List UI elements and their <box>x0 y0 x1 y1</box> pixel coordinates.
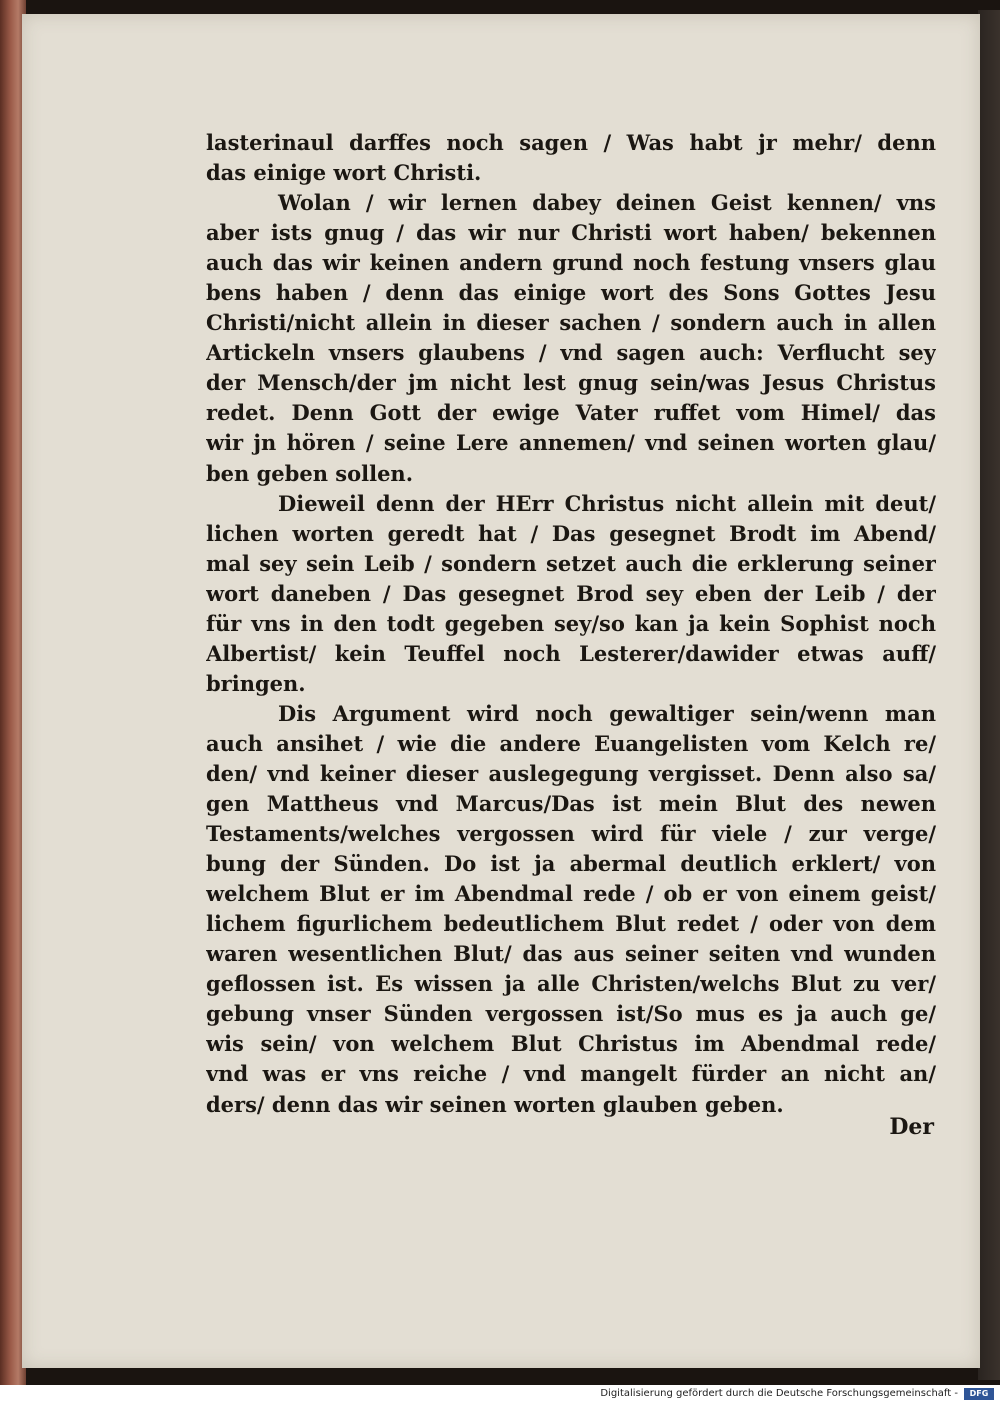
footer-bar <box>0 1385 1000 1403</box>
text-line: gen Mattheus vnd Marcus/Das ist mein Blut des newen <box>206 791 936 817</box>
text-line: den/ vnd keiner dieser auslegegung vergisset. Denn also sa/ <box>206 760 936 786</box>
text-line: Testaments/welches vergossen wird für viele / zur verge/ <box>206 821 936 847</box>
text-line: lichem figurlichem bedeutlichem Blut redet / oder von dem <box>206 911 936 937</box>
text-line: bung der Sünden. Do ist ja abermal deutlich erklert/ von <box>206 851 936 877</box>
text-line: ben geben sollen. <box>206 460 414 486</box>
footer-credit: Digitalisierung gefördert durch die Deutsche Forschungsgemeinschaft - <box>600 1388 958 1399</box>
text-line: auch das wir keinen andern grund noch festung vnsers glau <box>206 250 936 276</box>
text-line: redet. Denn Gott der ewige Vater ruffet vom Himel/ das <box>206 400 936 426</box>
text-line: lichen worten geredt hat / Das gesegnet Brodt im Abend/ <box>206 520 936 546</box>
text-line: bringen. <box>206 670 306 696</box>
text-line: Wolan / wir lernen dabey deinen Geist kennen/ vns <box>278 190 936 216</box>
text-line: welchem Blut er im Abendmal rede / ob er von einem geist/ <box>206 881 936 907</box>
text-line: Artickeln vnsers glaubens / vnd sagen auch: Verflucht sey <box>206 340 936 366</box>
text-line: wir jn hören / seine Lere annemen/ vnd seinen worten glau/ <box>206 430 936 456</box>
text-line: ders/ denn das wir seinen worten glauben geben. <box>206 1091 784 1117</box>
text-line: geflossen ist. Es wissen ja alle Christen/welchs Blut zu ver/ <box>206 971 936 997</box>
text-line: für vns in den todt gegeben sey/so kan ja kein Sophist noch <box>206 610 936 636</box>
text-line: gebung vnser Sünden vergossen ist/So mus es ja auch ge/ <box>206 1001 936 1027</box>
text-line: auch ansihet / wie die andere Euangelisten vom Kelch re/ <box>206 730 936 756</box>
text-line: das einige wort Christi. <box>206 160 482 186</box>
catchword: Der <box>889 1114 934 1140</box>
text-line: Dieweil denn der HErr Christus nicht allein mit deut/ <box>278 490 936 516</box>
dfg-logo: DFG <box>964 1388 994 1400</box>
text-line: wis sein/ von welchem Blut Christus im Abendmal rede/ <box>206 1031 936 1057</box>
text-line: vnd was er vns reiche / vnd mangelt fürder an nicht an/ <box>206 1061 936 1087</box>
page-edge-shadow <box>978 10 1000 1380</box>
text-line: Dis Argument wird noch gewaltiger sein/wenn man <box>278 700 936 726</box>
text-line: Christi/nicht allein in dieser sachen / sondern auch in allen <box>206 310 936 336</box>
text-line: mal sey sein Leib / sondern setzet auch die erklerung seiner <box>206 550 936 576</box>
text-line: waren wesentlichen Blut/ das aus seiner seiten vnd wunden <box>206 941 936 967</box>
text-block <box>206 128 936 1120</box>
text-line: wort daneben / Das gesegnet Brod sey eben der Leib / der <box>206 580 936 606</box>
text-line: lasterinaul darffes noch sagen / Was habt jr mehr/ denn <box>206 130 936 155</box>
text-line: der Mensch/der jm nicht lest gnug sein/was Jesus Christus <box>206 370 936 396</box>
text-line: aber ists gnug / das wir nur Christi wort haben/ bekennen <box>206 220 936 246</box>
text-line: bens haben / denn das einige wort des Sons Gottes Jesu <box>206 280 936 306</box>
text-line: Albertist/ kein Teuffel noch Lesterer/dawider etwas auff/ <box>206 640 936 666</box>
